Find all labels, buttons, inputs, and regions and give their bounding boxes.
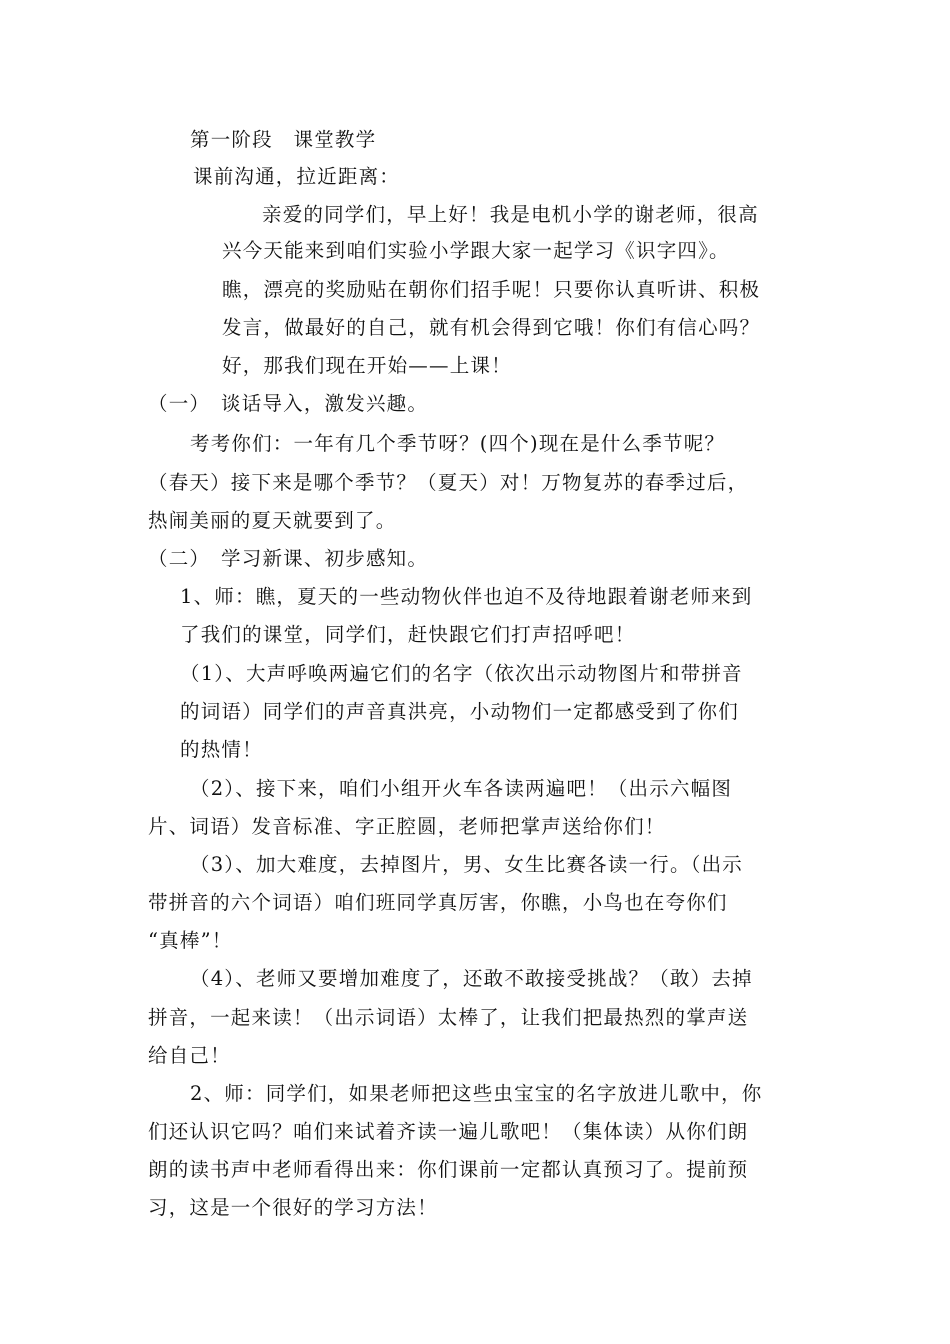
intro-line: 发言，做最好的自己，就有机会得到它哦！你们有信心吗？ [222,316,761,339]
sub-item-2-line: 片、词语）发音标准、字正腔圆，老师把掌声送给你们！ [148,815,666,838]
intro-line: 瞧，漂亮的奖励贴在朝你们招手呢！只要你认真听讲、积极 [222,278,761,301]
intro-line: 好，那我们现在开始——上课！ [222,354,512,377]
intro-line: 兴今天能来到咱们实验小学跟大家一起学习《识字四》。 [222,239,730,262]
sub-item-1-line: （1）、大声呼唤两遍它们的名字（依次出示动物图片和带拼音 [180,662,743,685]
item-2-line: 们还认识它吗？咱们来试着齐读一遍儿歌吧！（集体读）从你们朗 [148,1120,749,1143]
sub-item-4-line: 拼音，一起来读！（出示词语）太棒了，让我们把最热烈的掌声送 [148,1006,749,1029]
section-2-title: （二） 学习新课、初步感知。 [148,547,429,570]
intro-heading: 课前沟通，拉近距离： [193,165,401,188]
sub-item-4-line: 给自己！ [148,1044,231,1067]
item-2-line: 2、师：同学们，如果老师把这些虫宝宝的名字放进儿歌中，你 [190,1082,763,1105]
sub-item-1-line: 的词语）同学们的声音真洪亮，小动物们一定都感受到了你们 [180,700,739,723]
intro-line: 亲爱的同学们，早上好！我是电机小学的谢老师，很高 [262,203,759,226]
sub-item-1-line: 的热情！ [180,738,263,761]
sub-item-3-line: （3）、加大难度，去掉图片，男、女生比赛各读一行。（出示 [190,853,744,876]
sub-item-2-line: （2）、接下来，咱们小组开火车各读两遍吧！（出示六幅图 [190,777,733,800]
item-1-line: 1、师：瞧，夏天的一些动物伙伴也迫不及待地跟着谢老师来到 [180,585,753,608]
sub-item-3-line: 带拼音的六个词语）咱们班同学真厉害，你瞧，小鸟也在夸你们 [148,891,728,914]
sub-item-4-line: （4）、老师又要增加难度了，还敢不敢接受挑战？（敢）去掉 [190,967,753,990]
item-1-line: 了我们的课堂，同学们，赶快跟它们打声招呼吧！ [180,623,636,646]
item-2-line: 朗的读书声中老师看得出来：你们课前一定都认真预习了。提前预 [148,1158,749,1181]
section-1-line: （春天）接下来是哪个季节？（夏天）对！万物复苏的春季过后， [148,471,749,494]
section-1-line: 考考你们：一年有几个季节呀？(四个)现在是什么季节呢？ [190,432,726,455]
stage-title: 第一阶段 课堂教学 [190,128,377,151]
item-2-line: 习，这是一个很好的学习方法！ [148,1196,438,1219]
sub-item-3-line: “真棒”！ [148,929,233,952]
section-1-title: （一） 谈话导入，激发兴趣。 [148,392,429,415]
section-1-line: 热闹美丽的夏天就要到了。 [148,509,397,532]
